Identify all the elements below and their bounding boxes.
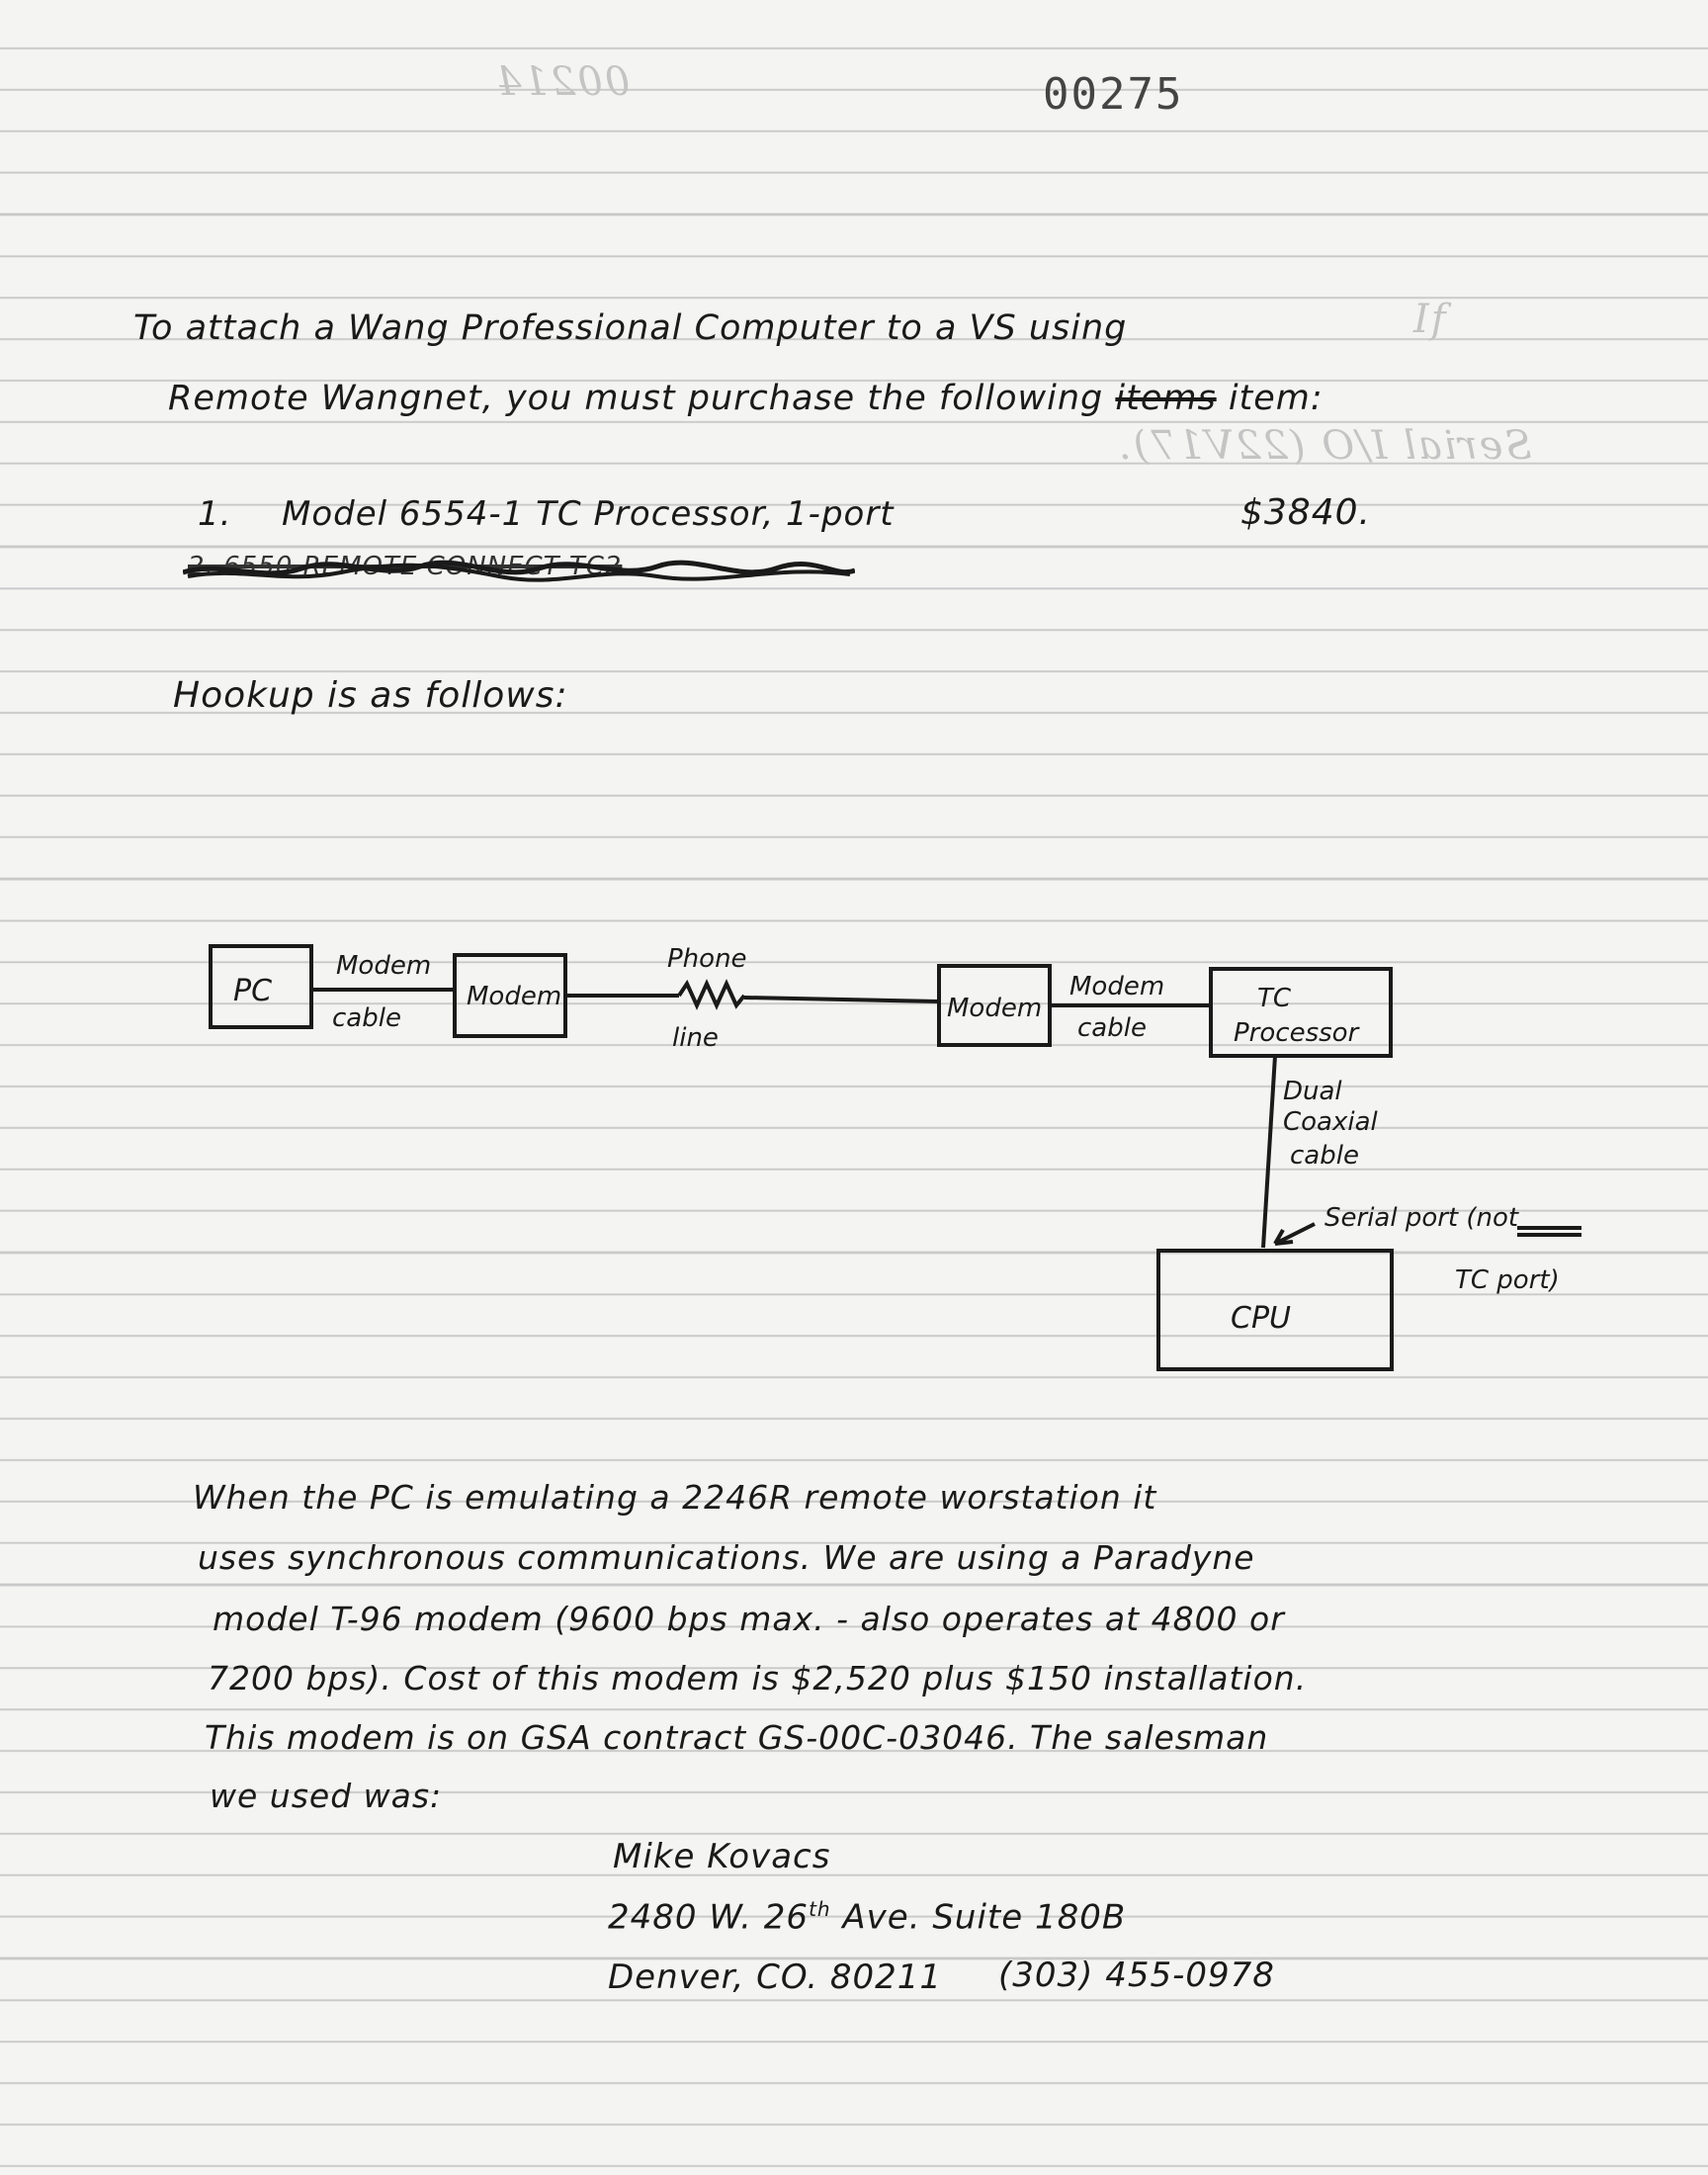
modem-cable-1-top-label: Modem (336, 951, 432, 981)
intro-line-2-struck: items (1115, 379, 1217, 418)
tc-port-label: TC port) (1455, 1265, 1560, 1295)
salesman-name: Mike Kovacs (613, 1837, 831, 1876)
serial-port-label (1324, 1203, 1519, 1233)
salesman-street-rest: Ave. Suite 180B (830, 1897, 1127, 1938)
document-stamp: 00275 (1043, 69, 1184, 120)
ghost-text-line1: If (1413, 297, 1448, 342)
modem-2-label: Modem (947, 994, 1043, 1023)
coax-label-line1: Dual (1283, 1077, 1342, 1106)
paragraph-line-1: When the PC is emulating a 2246R remote worstation it (193, 1478, 1157, 1517)
salesman-phone: (303) 455-0978 (998, 1956, 1275, 1995)
hookup-heading: Hookup is as follows: (173, 675, 568, 716)
item-1-description: Model 6554-1 TC Processor, 1-port (282, 494, 895, 534)
salesman-city: Denver, CO. 80211 (608, 1958, 943, 1997)
intro-line-1: To attach a Wang Professional Computer to a VS using (133, 308, 1128, 348)
intro-line-2-end: item: (1228, 379, 1324, 418)
paragraph-line-5: This modem is on GSA contract GS-00C-03046. The salesman (205, 1718, 1269, 1757)
modem-cable-1-bottom-label: cable (332, 1003, 401, 1033)
cpu-label: CPU (1231, 1301, 1291, 1336)
salesman-street-number: 2480 W. 26 (608, 1897, 810, 1938)
paragraph-line-2: uses synchronous communications. We are using a Paradyne (198, 1538, 1255, 1577)
paragraph-line-6: we used was: (210, 1777, 443, 1815)
ghost-stamp: 00214 (494, 59, 631, 105)
phone-line-resistor (679, 984, 744, 1005)
paragraph-line-4: 7200 bps). Cost of this modem is $2,520 plus $150 installation. (208, 1659, 1308, 1697)
phone-top-label: Phone (667, 944, 747, 974)
tc-label-line1: TC (1257, 984, 1292, 1013)
salesman-street (608, 1897, 1126, 1937)
struck-out-line: 2. 6550-REMOTE CONNECT TC2 (188, 552, 623, 581)
modem-cable-2-bottom-label: cable (1077, 1013, 1147, 1043)
coax-label-line2: Coaxial (1283, 1107, 1378, 1137)
coax-label-line3: cable (1290, 1141, 1359, 1171)
item-1-number: 1. (198, 494, 232, 534)
serial-port-text: Serial port ( (1324, 1203, 1477, 1233)
pc-label: PC (233, 974, 273, 1008)
ghost-text-line2: Serial I/O (22V17). (1117, 423, 1532, 469)
dual-coaxial-cable (1263, 1056, 1275, 1248)
modem-1-label: Modem (467, 982, 562, 1011)
paragraph-line-3: model T-96 modem (9600 bps max. - also operates at 4800 or (213, 1600, 1285, 1638)
modem-cable-2-top-label: Modem (1069, 972, 1165, 1001)
phone-bottom-label: line (672, 1023, 719, 1053)
serial-port-not: not (1476, 1203, 1519, 1233)
salesman-street-suffix: th (809, 1897, 831, 1921)
phone-line-right (744, 998, 939, 1001)
tc-label-line2: Processor (1234, 1018, 1359, 1048)
intro-line-2-text: Remote Wangnet, you must purchase the following (168, 379, 1104, 418)
item-1-price: $3840. (1240, 492, 1371, 533)
